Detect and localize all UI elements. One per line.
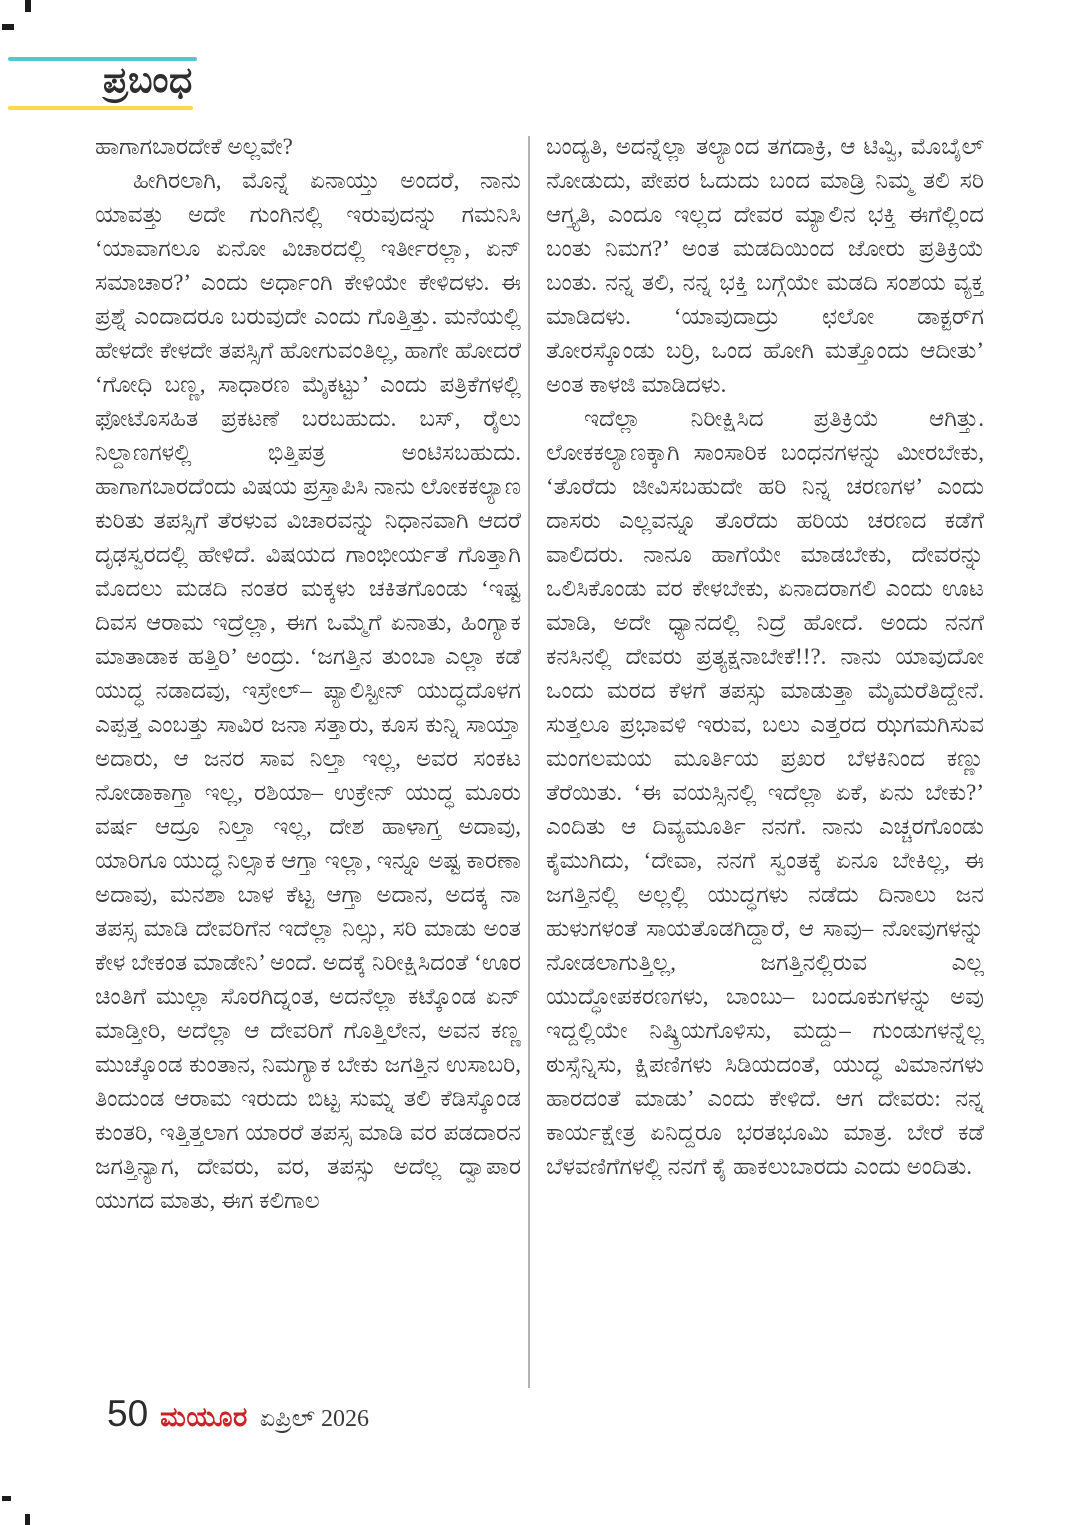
crop-mark-top-bar (25, 0, 31, 12)
paragraph: ಹೀಗಿರಲಾಗಿ, ಮೊನ್ನೆ ಏನಾಯ್ತು ಅಂದರೆ, ನಾನು ಯಾವತ್ತು ಅದೇ ಗುಂಗಿನಲ್ಲಿ ಇರುವುದನ್ನು ಗಮನಿಸಿ ‘ಯಾವಾಗಲೂ ಏನೋ ವಿಚಾರದಲ್ಲಿ ಇರ್ತೀರಲ್ಲಾ, ಏನ್ ಸಮಾಚಾರ?’ ಎಂದು ಅರ್ಧಾಂಗಿ ಕೇಳಿಯೇ ಕೇಳಿದಳು. ಈ ಪ್ರಶ್ನೆ ಎಂದಾದರೂ ಬರುವುದೇ ಎಂದು ಗೊತ್ತಿತ್ತು. ಮನೆಯಲ್ಲಿ ಹೇಳದೇ ಕೇಳದೇ ತಪಸ್ಸಿಗೆ ಹೋಗುವಂತಿಲ್ಲ, ಹಾಗೇ ಹೋದರೆ ‘ಗೋಧಿ ಬಣ್ಣ, ಸಾಧಾರಣ ಮೈಕಟ್ಟು’ ಎಂದು ಪತ್ರಿಕೆಗಳಲ್ಲಿ ಫೋಟೊಸಹಿತ ಪ್ರಕಟಣೆ ಬರಬಹುದು. ಬಸ್, ರೈಲು ನಿಲ್ದಾಣಗಳಲ್ಲಿ ಭಿತ್ತಿಪತ್ರ ಅಂಟಿಸಬಹುದು. ಹಾಗಾಗಬಾರದೆಂದು ವಿಷಯ ಪ್ರಸ್ತಾಪಿಸಿ ನಾನು ಲೋಕಕಲ್ಯಾಣ ಕುರಿತು ತಪಸ್ಸಿಗೆ ತೆರಳುವ ವಿಚಾರವನ್ನು ನಿಧಾನವಾಗಿ ಆದರೆ ದೃಢಸ್ವರದಲ್ಲಿ ಹೇಳಿದೆ. ವಿಷಯದ ಗಾಂಭೀರ್ಯತೆ ಗೊತ್ತಾಗಿ ಮೊದಲು ಮಡದಿ ನಂತರ ಮಕ್ಕಳು ಚಕಿತಗೊಂಡು ‘ಇಷ್ಟ ದಿವಸ ಆರಾಮ ಇದ್ರೆಲ್ಲಾ, ಈಗ ಒಮ್ಮೆಗೆ ಏನಾತು, ಹಿಂಗ್ಯಾಕ ಮಾತಾಡಾಕ ಹತ್ತಿರಿ’ ಅಂದ್ರು. ‘ಜಗತ್ತಿನ ತುಂಬಾ ಎಲ್ಲಾ ಕಡೆ ಯುದ್ಧ ನಡಾದವು, ಇಸ್ರೇಲ್– ಪ್ಯಾಲಿಸ್ಟೀನ್ ಯುದ್ಧದೊಳಗ ಎಪ್ಪತ್ತ ಎಂಬತ್ತು ಸಾವಿರ ಜನಾ ಸತ್ತಾರು, ಕೂಸ ಕುನ್ನಿ ಸಾಯ್ತಾ ಅದಾರು, ಆ ಜನರ ಸಾವ ನಿಲ್ತಾ ಇಲ್ಲ, ಅವರ ಸಂಕಟ ನೋಡಾಕಾಗ್ತಾ ಇಲ್ಲ, ರಶಿಯಾ– ಉಕ್ರೇನ್ ಯುದ್ಧ ಮೂರು ವರ್ಷ ಆದ್ರೂ ನಿಲ್ತಾ ಇಲ್ಲ, ದೇಶ ಹಾಳಾಗ್ತ ಅದಾವು, ಯಾರಿಗೂ ಯುದ್ಧ ನಿಲ್ಸಾಕ ಆಗ್ತಾ ಇಲ್ಲಾ, ಇನ್ನೂ ಅಷ್ಟ ಕಾರಣಾ ಅದಾವು, ಮನಶಾ ಬಾಳ ಕೆಟ್ಟ ಆಗ್ತಾ ಅದಾನ, ಅದಕ್ಕ ನಾ ತಪಸ್ಸ ಮಾಡಿ ದೇವರಿಗೆನ ಇದೆಲ್ಲಾ ನಿಲ್ಸು, ಸರಿ ಮಾಡು ಅಂತ ಕೇಳ ಬೇಕಂತ ಮಾಡೇನಿ’ ಅಂದೆ. ಅದಕ್ಕೆ ನಿರೀಕ್ಷಿಸಿದಂತೆ ‘ಊರ ಚಿಂತಿಗೆ ಮುಲ್ಲಾ ಸೊರಗಿದ್ನಂತ, ಅದನೆಲ್ಲಾ ಕಟ್ಕೊಂಡ ಏನ್ ಮಾಡ್ತೀರಿ, ಅದೆಲ್ಲಾ ಆ ದೇವರಿಗೆ ಗೊತ್ತಿಲೇನ, ಅವನ ಕಣ್ಣ ಮುಚ್ಕೊಂಡ ಕುಂತಾನ, ನಿಮಗ್ಯಾಕ ಬೇಕು ಜಗತ್ತಿನ ಉಸಾಬರಿ, ತಿಂದುಂಡ ಆರಾಮ ಇರುದು ಬಿಟ್ಟ ಸುಮ್ನ ತಲಿ ಕೆಡಿಸ್ಕೊಂಡ ಕುಂತರಿ, ಇತ್ತಿತ್ತಲಾಗ ಯಾರರೆ ತಪಸ್ಸ ಮಾಡಿ ವರ ಪಡದಾರನ ಜಗತ್ತಿನ್ಯಾಗ, ದೇವರು, ವರ, ತಪಸ್ಸು ಅದೆಲ್ಲ ದ್ವಾಪಾರ ಯುಗದ ಮಾತು, ಈಗ ಕಲಿಗಾಲ (95, 168, 521, 1213)
article-column-left (95, 130, 521, 1392)
section-title: ಪ್ರಬಂಧ (103, 59, 193, 100)
header-yellow-rule (8, 106, 193, 110)
article-column-right (546, 130, 984, 1392)
crop-mark-bottom-bar (25, 1514, 30, 1525)
paragraph: ಇದೆಲ್ಲಾ ನಿರೀಕ್ಷಿಸಿದ ಪ್ರತಿಕ್ರಿಯೆ ಆಗಿತ್ತು. ಲೋಕಕಲ್ಯಾಣಕ್ಕಾಗಿ ಸಾಂಸಾರಿಕ ಬಂಧನಗಳನ್ನು ಮೀರಬೇಕು, ‘ತೊರೆದು ಜೀವಿಸಬಹುದೇ ಹರಿ ನಿನ್ನ ಚರಣಗಳ’ ಎಂದು ದಾಸರು ಎಲ್ಲವನ್ನೂ ತೊರೆದು ಹರಿಯ ಚರಣದ ಕಡೆಗೆ ವಾಲಿದರು. ನಾನೂ ಹಾಗೆಯೇ ಮಾಡಬೇಕು, ದೇವರನ್ನು ಒಲಿಸಿಕೊಂಡು ವರ ಕೇಳಬೇಕು, ಏನಾದರಾಗಲಿ ಎಂದು ಊಟ ಮಾಡಿ, ಅದೇ ಧ್ಯಾನದಲ್ಲಿ ನಿದ್ರೆ ಹೋದೆ. ಅಂದು ನನಗೆ ಕನಸಿನಲ್ಲಿ ದೇವರು ಪ್ರತ್ಯಕ್ಷನಾಬೇಕೆ!!?. ನಾನು ಯಾವುದೋ ಒಂದು ಮರದ ಕೆಳಗೆ ತಪಸ್ಸು ಮಾಡುತ್ತಾ ಮೈಮರೆತಿದ್ದೇನೆ. ಸುತ್ತಲೂ ಪ್ರಭಾವಳಿ ಇರುವ, ಬಲು ಎತ್ತರದ ಝಗಮಗಿಸುವ ಮಂಗಲಮಯ ಮೂರ್ತಿಯ ಪ್ರಖರ ಬೆಳಕಿನಿಂದ ಕಣ್ಣು ತೆರೆಯಿತು. ‘ಈ ವಯಸ್ಸಿನಲ್ಲಿ ಇದೆಲ್ಲಾ ಏಕೆ, ಏನು ಬೇಕು?’ ಎಂದಿತು ಆ ದಿವ್ಯಮೂರ್ತಿ ನನಗೆ. ನಾನು ಎಚ್ಚರಗೊಂಡು ಕೈಮುಗಿದು, ‘ದೇವಾ, ನನಗೆ ಸ್ವಂತಕ್ಕೆ ಏನೂ ಬೇಕಿಲ್ಲ, ಈ ಜಗತ್ತಿನಲ್ಲಿ ಅಲ್ಲಲ್ಲಿ ಯುದ್ಧಗಳು ನಡೆದು ದಿನಾಲು ಜನ ಹುಳುಗಳಂತೆ ಸಾಯತೊಡಗಿದ್ದಾರೆ, ಆ ಸಾವು– ನೋವುಗಳನ್ನು ನೋಡಲಾಗುತ್ತಿಲ್ಲ, ಜಗತ್ತಿನಲ್ಲಿರುವ ಎಲ್ಲ ಯುದ್ಧೋಪಕರಣಗಳು, ಬಾಂಬು– ಬಂದೂಕುಗಳನ್ನು ಅವು ಇದ್ದಲ್ಲಿಯೇ ನಿಷ್ಕ್ರಿಯಗೊಳಿಸು, ಮದ್ದು– ಗುಂಡುಗಳನ್ನೆಲ್ಲ ಠುಸ್ಸೆನ್ನಿಸು, ಕ್ಷಿಪಣಿಗಳು ಸಿಡಿಯದಂತೆ, ಯುದ್ಧ ವಿಮಾನಗಳು ಹಾರದಂತೆ ಮಾಡು’ ಎಂದು ಕೇಳಿದೆ. ಆಗ ದೇವರು: ನನ್ನ ಕಾರ್ಯಕ್ಷೇತ್ರ ಏನಿದ್ದರೂ ಭರತಭೂಮಿ ಮಾತ್ರ. ಬೇರೆ ಕಡೆ ಬೆಳವಣಿಗೆಗಳಲ್ಲಿ ನನಗೆ ಕೈ ಹಾಕಲುಬಾರದು ಎಂದು ಅಂದಿತು. (546, 406, 984, 1179)
paragraph: ಹಾಗಾಗಬಾರದೇಕೆ ಅಲ್ಲವೇ? (95, 134, 293, 159)
crop-mark-top-dash (2, 24, 14, 30)
column-divider (528, 136, 530, 1388)
paragraph: ಬಂದ್ಯತಿ, ಅದನ್ನೆಲ್ಲಾ ತಲ್ಯಾಂದ ತಗದಾಕ್ರಿ, ಆ ಟಿವ್ವಿ, ಮೊಬೈಲ್ ನೋಡುದು, ಪೇಪರ ಓದುದು ಬಂದ ಮಾಡ್ರಿ ನಿಮ್ಮ ತಲಿ ಸರಿ ಆಗ್ತ್ಯತಿ, ಎಂದೂ ಇಲ್ಲದ ದೇವರ ಮ್ಯಾಲಿನ ಭಕ್ತಿ ಈಗೆಲ್ಲಿಂದ ಬಂತು ನಿಮಗ?’ ಅಂತ ಮಡದಿಯಿಂದ ಜೋರು ಪ್ರತಿಕ್ರಿಯೆ ಬಂತು. ನನ್ನ ತಲಿ, ನನ್ನ ಭಕ್ತಿ ಬಗ್ಗೆಯೇ ಮಡದಿ ಸಂಶಯ ವ್ಯಕ್ತ ಮಾಡಿದಳು. ‘ಯಾವುದಾದ್ರು ಛಲೋ ಡಾಕ್ಟರ್‌ಗ ತೋರಸ್ಕೊಂಡು ಬರ್ರಿ, ಒಂದ ಹೋಗಿ ಮತ್ತೊಂದು ಆದೀತು’ ಅಂತ ಕಾಳಜಿ ಮಾಡಿದಳು. (546, 134, 984, 397)
page-footer (107, 1393, 369, 1435)
magazine-logo: ಮಯೂರ (160, 1402, 248, 1432)
crop-mark-bottom-dash (2, 1496, 11, 1501)
issue-date: ಏಪ್ರಿಲ್ 2026 (259, 1406, 370, 1432)
page-number: 50 (107, 1393, 149, 1434)
